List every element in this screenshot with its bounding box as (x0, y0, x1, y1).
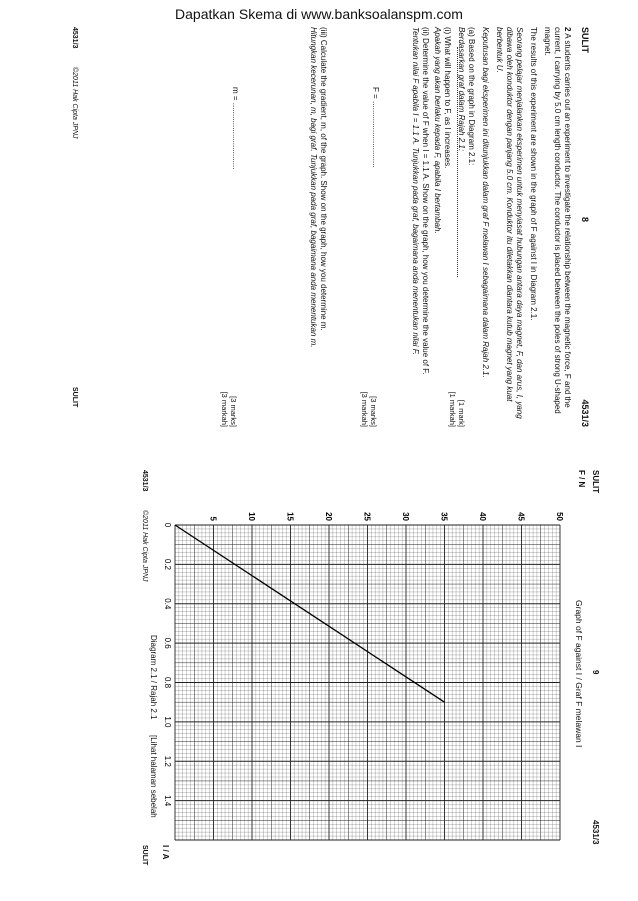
y-tick-label: 40 (478, 512, 487, 521)
watermark-text: Dapatkan Skema di www.banksoalanspm.com (175, 6, 463, 22)
answer-f[interactable]: F = .............................. (371, 87, 380, 168)
marks-iii: [3 marks] [3 markah] (220, 391, 238, 427)
result-english: The results of this experiment are shown in the graph of F against I in Diagram 2.1. (529, 27, 538, 321)
footer-code: 4531/3 (141, 470, 148, 492)
y-tick-label: 30 (401, 512, 410, 521)
y-tick-label: 50 (555, 512, 564, 521)
see-next-page: [Lihat halaman sebelah (149, 735, 158, 818)
x-axis-label: I / A (161, 845, 170, 860)
y-tick-label: 10 (247, 512, 256, 521)
graph-chart (35, 500, 570, 845)
footer-copyright: ©2011 Hak Cipta JPNJ (141, 510, 148, 582)
footer-copyright: ©2011 Hak Cipta JPNJ (71, 67, 78, 139)
x-tick-label: 0.4 (163, 598, 172, 610)
x-tick-label: 0.8 (163, 676, 172, 689)
footer-sulit: SULIT (141, 845, 148, 866)
x-tick-label: 1.0 (163, 716, 172, 728)
part-ii (410, 27, 430, 407)
x-tick-label: 0.2 (163, 558, 172, 570)
y-tick-label: 45 (516, 512, 526, 521)
part-ii-malay: Tentukan nilai F apabila I = 1.1 A. Tunjukkan pada graf, bagaimana anda menentukan nilai F. (411, 27, 420, 355)
x-tick-label: 0 (163, 522, 172, 528)
intro-english: A students carries out an experiment to investigate the relationship between the magnetic force, F and the current, I carrying by 5.0 cm length conductor. The conductor is placed between the poles of strong U-shaped magnet. (543, 27, 572, 414)
marks-i: [1 mark] [1 markah] (448, 391, 466, 427)
paper-code: 4531/3 (591, 820, 600, 845)
footer-code: 4531/3 (71, 27, 78, 49)
part-iii (308, 27, 328, 407)
page-9 (40, 470, 600, 870)
y-tick-label: 5 (208, 516, 218, 521)
part-i-english: (i) What will happen to F, as I increases. (443, 27, 452, 169)
result-malay: Keputusan bagi eksperimen ini ditunjukkan dalam graf F melawan I sebagaimana dalam Rajah 2.1. (481, 27, 490, 378)
answer-line-i[interactable] (457, 47, 458, 277)
footer-sulit: SULIT (71, 387, 78, 408)
page-number: 9 (591, 670, 600, 675)
x-tick-label: 1.2 (163, 755, 172, 767)
part-iii-malay: Hitungkan kecerunan, m, bagi graf. Tunjukkan pada graf, bagaimana anda menentukan m. (309, 27, 318, 348)
y-tick-label: 15 (285, 512, 295, 521)
y-tick-label: 25 (362, 512, 372, 521)
sulit-label: SULIT (580, 27, 590, 53)
y-tick-label: 35 (439, 512, 449, 521)
part-ii-english: (ii) Determine the value of F when I = 1.1 A. Show on the graph, how you determine the value of F. (421, 27, 430, 375)
page-8 (65, 27, 590, 427)
intro-malay: Seorang pelajar menjalankan eksperimen untuk menyiasat hubungan antara daya magnet, F, dan arus, I, yang dibawa oleh konduktor dengan panjang 5.0 cm. Konduktor itu diletakkan diantara kutub magnet yang kuat berbentuk U. (495, 27, 524, 419)
graph-title: Graph of F against I / Graf F melawan I (574, 600, 584, 748)
x-tick-label: 1.4 (163, 795, 172, 807)
part-a-malay: Berdasarkan graf dalam Rajah 2.1: (457, 27, 466, 152)
sulit-label: SULIT (591, 470, 600, 494)
answer-m[interactable]: m = .............................. (231, 87, 240, 170)
marks-ii: [3 marks] [3 markah] (360, 391, 378, 427)
paper-code: 4531/3 (580, 399, 590, 427)
part-i-malay: Apakah yang akan berlaku kepada F, apabila I bertambah. (433, 27, 442, 234)
y-tick-label: 20 (324, 512, 333, 521)
x-tick-label: 0.6 (163, 637, 172, 649)
part-iii-english: (iii) Calculate the gradient, m, of the graph. Show on the graph, how you determine m. (319, 27, 328, 331)
page-number: 8 (580, 217, 590, 223)
part-a-english: (a) Based on the graph in Diagram 2.1: (467, 27, 476, 166)
diagram-label: Diagram 2.1 / Rajah 2.1 (149, 635, 158, 720)
question-number: 2 (563, 27, 572, 32)
y-axis-label: F / N (577, 470, 586, 488)
